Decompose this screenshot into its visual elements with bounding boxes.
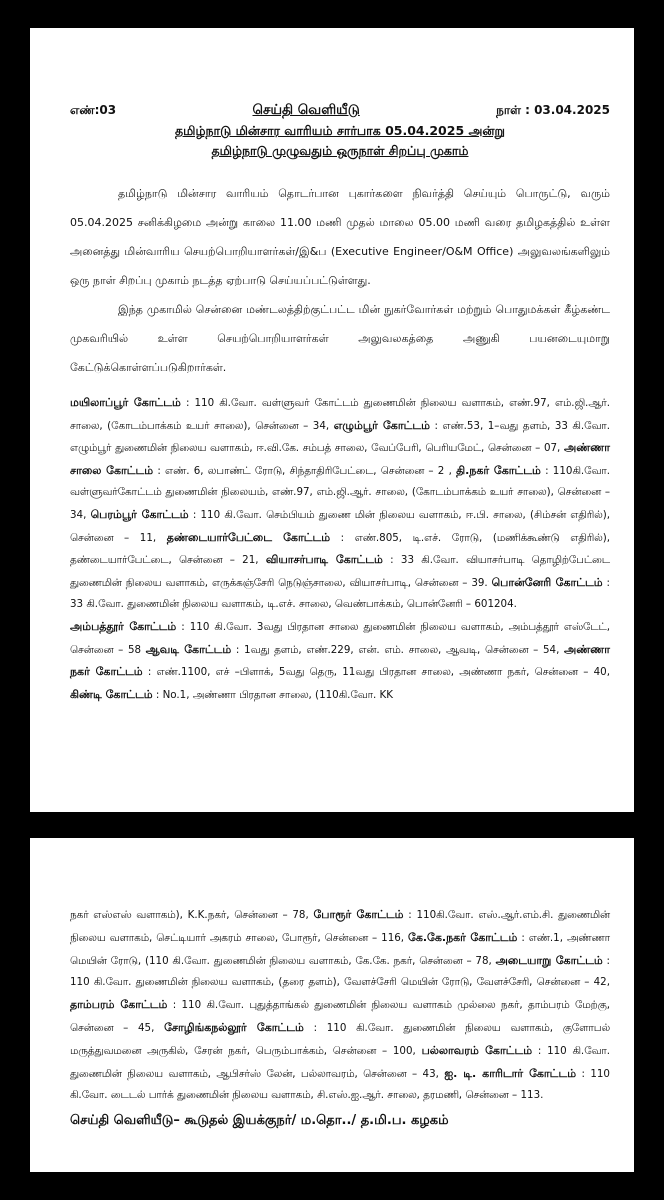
office-address: : 110கி.வோ. எஸ்.ஆர்.எம்.சி. துணைமின் நிலைய வளாகம், செட்டியார் அகரம் சாலை, போரூர், சென்னை – 116,	[70, 909, 611, 944]
office-address: : 110 கி.வோ. துணைமின் நிலைய வளாகம், குளோபல் மருத்துவமனை அருகில், சேரன் நகர், பெரும்பாக்கம், சென்னை – 100,	[70, 1021, 610, 1057]
office-address: : எண்.53, 1–வது தளம், 33 கி.வோ. எழும்பூர் துணைமின் நிலைய வளாகம், ஈ.வி.கே. சம்பத் சாலை, வேப்பேரி, பெரியமேட், சென்னை – 07,	[70, 419, 610, 455]
office-name: அடையாறு கோட்டம்	[495, 953, 603, 967]
office-name: தண்டையார்பேட்டை கோட்டம்	[166, 530, 331, 544]
office-address: : எண்.1100, எச் –பிளாக், 5வது தெரு, 11வது பிரதான சாலை, அண்ணா நகர், சென்னை – 40,	[147, 666, 611, 679]
headline	[70, 121, 610, 161]
office-address: : No.1, அண்ணா பிரதான சாலை, (110கி.வோ. KK	[155, 688, 394, 701]
office-address: : 110 கி.வோ. துணைமின் நிலைய வளாகம், (தரை தளம்), வேளச்சேரி மெயின் ரோடு, வேளச்சேரி, சென்னை – 42,	[70, 954, 610, 989]
office-name: பொன்னேரி கோட்டம்	[491, 575, 603, 589]
headline-line-1: தமிழ்நாடு மின்சார வாரியம் சார்பாக 05.04.2025 அன்று	[175, 123, 505, 138]
release-number: எண்:03	[70, 103, 117, 117]
office-name: கிண்டி கோட்டம்	[70, 687, 153, 701]
office-name: அண்ணா நகர் கோட்டம்	[70, 642, 611, 679]
office-address: : 33 கி.வோ. துணைமின் நிலைய வளாகம், டி.எச். சாலை, வெண்பாக்கம், பொன்னேரி – 601204.	[70, 576, 611, 611]
office-address: : 110 கி.வோ. துணைமின் நிலைய வளாகம், ஆபிசர்ஸ் லேன், பல்லாவரம், சென்னை – 43,	[70, 1044, 611, 1080]
document-page-1	[30, 28, 634, 812]
office-address: : 110 கி.வோ. டைடல் பார்க் துணைமின் நிலைய வளாகம், சி.எஸ்.ஐ.ஆர். சாலை, தரமணி, சென்னை – 113.	[70, 1067, 610, 1102]
office-name: அண்ணா சாலை கோட்டம்	[70, 441, 610, 477]
office-address: : 110 கி.வோ. புதுத்தாங்கல் துணைமின் நிலைய வளாகம் முல்லை நகர், தாம்பரம் மேற்கு, சென்னை – 45,	[70, 999, 610, 1034]
office-name: மயிலாப்பூர் கோட்டம்	[70, 396, 181, 409]
office-list-page-2	[70, 904, 610, 1107]
office-name: சோழிங்கநல்லூர் கோட்டம்	[164, 1020, 304, 1034]
office-address: : 110 கி.வோ. வள்ளுவர் கோட்டம் துணைமின் நிலைய வளாகம், எண்.97, எம்.ஜி.ஆர். சாலை, (கோடம்பாக்கம் உயர் சாலை), சென்னை – 34,	[70, 397, 610, 432]
release-footer: செய்தி வெளியீடு– கூடுதல் இயக்குநர்/ ம.தொ../ த.மி.ப. கழகம்	[70, 1113, 449, 1129]
office-name: தாம்பரம் கோட்டம்	[70, 998, 168, 1012]
headline-line-2: தமிழ்நாடு முழுவதும் ஒருநாள் சிறப்பு முகாம்	[211, 143, 469, 158]
office-name: பெரம்பூர் கோட்டம்	[90, 507, 189, 521]
release-title: செய்தி வெளியீடு	[252, 102, 360, 118]
document-page-2	[30, 838, 634, 1172]
press-release-header	[70, 102, 610, 120]
office-entry	[146, 644, 560, 656]
office-address: : எண்.1, அண்ணா மெயின் ரோடு, (110 கி.வோ. துணைமின் நிலைய வளாகம், கே.கே. நகர், சென்னை – 78,	[70, 931, 610, 967]
office-address: : 110கி.வோ. வள்ளுவர்கோட்டம் துணைமின் நிலையம், எண்.97, எம்.ஜி.ஆர். சாலை, (கோடம்பாக்கம் உயர் சாலை), சென்னை – 34,	[70, 464, 610, 521]
office-address: : 33 கி.வோ. வியாசர்பாடி தொழிற்பேட்டை துணைமின் நிலைய வளாகம், எருக்கஞ்சேரி நெடுஞ்சாலை, வியாசர்பாடி, சென்னை – 39.	[70, 554, 610, 589]
office-name: எழும்பூர் கோட்டம்	[333, 418, 430, 432]
office-name: போரூர் கோட்டம்	[313, 908, 404, 921]
office-address: : 1வது தளம், எண்.229, என். எம். சாலை, ஆவடி, சென்னை – 54,	[235, 643, 560, 656]
intro-paragraph-1: தமிழ்நாடு மின்சார வாரியம் தொடர்பான புகார்களை நிவர்த்தி செய்யும் பொருட்டு, வரும் 05.04.2025 சனிக்கிழமை அன்று காலை 11.00 மணி முதல் மாலை 05.00 மணி வரை தமிழகத்தில் உள்ள அனைத்து மின்வாரிய செயற்பொறியாளர்கள்/இ&ப (Executive Engineer/O&M Office) அலுவலங்களிலும் ஒரு நாள் சிறப்பு முகாம் நடத்த ஏற்பாடு செய்யப்பட்டுள்ளது.	[70, 187, 610, 287]
office-name: ஆவடி கோட்டம்	[145, 642, 232, 656]
office-address: : எண். 6, லபாண்ட் ரோடு, சிந்தாதிரிபேட்டை, சென்னை – 2 ,	[157, 464, 452, 477]
office-address: : எண்.805, டி.எச். ரோடு, (மணிக்கூண்டு எதிரில்), தண்டையார்பேட்டை, சென்னை – 21,	[70, 531, 610, 567]
office-name: ஐ. டி. காரிடார் கோட்டம்	[444, 1066, 577, 1080]
office-name: அம்பத்தூர் கோட்டம்	[70, 619, 177, 633]
office-name: தி.நகர் கோட்டம்	[456, 463, 541, 477]
intro-paragraph-2: இந்த முகாமில் சென்னை மண்டலத்திற்குட்பட்ட மின் நுகர்வோர்கள் மற்றும் பொதுமக்கள் கீழ்கண்ட முகவரியில் உள்ள செயற்பொறியாளர்கள் அலுவலகத்தை அணுகி பயனடையுமாறு கேட்டுக்கொள்ளப்படுகிறார்கள்.	[70, 303, 610, 374]
office-list-page-1	[70, 392, 610, 706]
office-name: வியாசர்பாடி கோட்டம்	[265, 553, 383, 567]
continuation-text: நகர் எஸ்எஸ் வளாகம்), K.K.நகர், சென்னை – 78,	[70, 909, 309, 921]
release-date: நாள் : 03.04.2025	[496, 103, 610, 117]
office-entry	[70, 689, 393, 701]
office-name: பல்லாவரம் கோட்டம்	[421, 1043, 533, 1057]
office-address: : 110 கி.வோ. செம்பியம் துணை மின் நிலைய வளாகம், ஈ.பி. சாலை, (சிம்சன் எதிரில்), சென்னை – 11,	[70, 508, 610, 544]
office-address: : 110 கி.வோ. 3வது பிரதான சாலை துணைமின் நிலைய வளாகம், அம்பத்தூர் எஸ்டேட், சென்னை – 58	[70, 620, 610, 656]
office-name: கே.கே.நகர் கோட்டம்	[408, 930, 518, 944]
